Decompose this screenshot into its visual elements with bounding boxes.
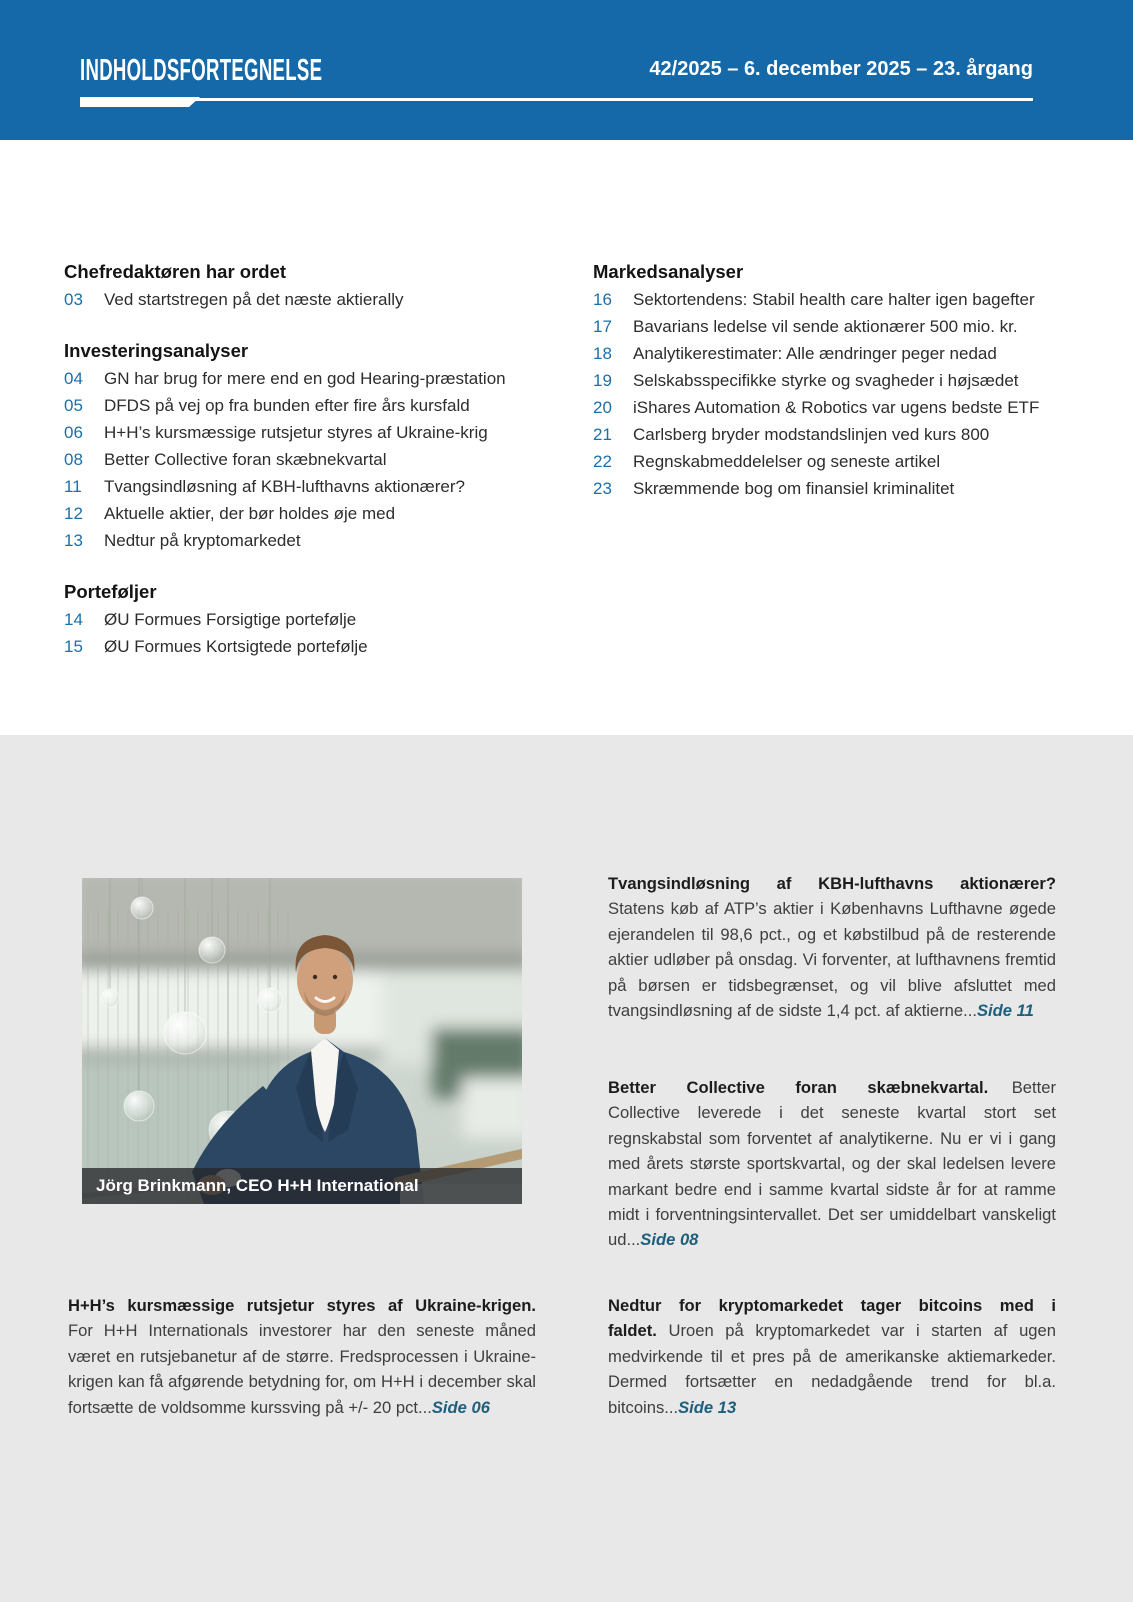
teaser-better-collective [608, 1075, 1056, 1253]
teaser-kryptomarked [608, 1293, 1056, 1420]
toc-page-number: 03 [64, 290, 83, 309]
page-link-side-11[interactable]: Side 11 [976, 1001, 1034, 1021]
toc-entry[interactable] [593, 421, 1061, 448]
header-rule [80, 98, 1033, 101]
toc-entry-label: H+H’s kursmæssige rutsjetur styres af Ukraine-krig [104, 423, 488, 442]
toc-section-title: Chefredaktøren har ordet [64, 261, 287, 282]
page-link-side-08[interactable]: Side 08 [640, 1230, 699, 1250]
teaser-body: For H+H Internationals investorer har den seneste måned været en rutsjebanetur af de større. Fredsprocessen i Ukraine-krigen kan få afgørende betydning for, om H+H i december skal fortsætte de voldsomme kurssving på +/- 20 pct... [68, 1321, 536, 1417]
toc-entry-label: Nedtur på kryptomarkedet [104, 531, 301, 550]
page-link-side-06[interactable]: Side 06 [431, 1397, 490, 1417]
toc-page-number: 22 [593, 452, 612, 471]
toc-page-number: 16 [593, 290, 612, 309]
photo-illustration [82, 878, 522, 1204]
toc-entry[interactable] [64, 633, 542, 660]
toc-section-title: Investeringsanalyser [64, 340, 249, 361]
photo-caption: Jörg Brinkmann, CEO H+H International [82, 1168, 522, 1204]
toc-section-markedsanalyser [593, 258, 1061, 502]
toc-column-left [64, 258, 542, 684]
toc-section-chefredaktoren [64, 258, 542, 313]
toc-column-right [593, 258, 1061, 526]
toc-entry-label: Skræmmende bog om finansiel kriminalitet [633, 479, 955, 498]
teaser-h-plus-h [68, 1293, 536, 1420]
teaser-body: Uroen på kryptomarkedet var i starten af ugen medvirkende til et pres på de amerikanske aktiemarkeder. Dermed fortsætter en nedadgående trend for bl.a. bitcoins... [608, 1321, 1056, 1417]
toc-entry[interactable] [593, 475, 1061, 502]
toc-page-number: 12 [64, 504, 83, 523]
toc-entry[interactable] [64, 606, 542, 633]
toc-entry[interactable] [593, 394, 1061, 421]
toc-entry-label: Carlsberg bryder modstandslinjen ved kurs 800 [633, 425, 990, 444]
toc-page-number: 11 [64, 477, 82, 496]
toc-page-number: 14 [64, 610, 83, 629]
feature-photo [82, 878, 522, 1204]
toc-entry-label: Regnskabmeddelelser og seneste artikel [633, 452, 941, 471]
toc-page-number: 21 [593, 425, 612, 444]
teaser-body: Better Collective leverede i det seneste kvartal stort set regnskabstal som forventet af analytikerne. Nu er vi i gang med årets største sportskvartal, og der skal ledelsen levere markant bedre end i samme kvartal sidste år for at ramme midt i forventningsintervallet. Det ser umiddelbart vanskeligt ud... [608, 1078, 1056, 1250]
toc-page-number: 13 [64, 531, 83, 550]
toc-entry-label: Sektortendens: Stabil health care halter igen bagefter [633, 290, 1035, 309]
toc-entry-label: ØU Formues Kortsigtede portefølje [104, 637, 368, 656]
teaser-lead: Tvangsindløsning af KBH-lufthavns aktionærer? [608, 874, 1056, 893]
toc-entry-label: Aktuelle aktier, der bør holdes øje med [104, 504, 396, 523]
toc-page-number: 23 [593, 479, 612, 498]
toc-page-number: 18 [593, 344, 612, 363]
toc-entry[interactable] [64, 500, 542, 527]
teaser-body: Statens køb af ATP’s aktier i Københavns Lufthavne øgede ejerandelen til 98,6 pct., og et købstilbud på de resterende aktier udløber på onsdag. Vi forventer, at lufthavnens fremtid på børsen er tidsbegrænset, og vil blive afsluttet med tvangsindløsning af de sidste 1,4 pct. af aktierne... [608, 899, 1056, 1021]
teaser-lead: Better Collective foran skæbnekvartal. [608, 1078, 989, 1097]
toc-entry[interactable] [593, 448, 1061, 475]
toc-page-number: 05 [64, 396, 83, 415]
toc-entry[interactable] [593, 286, 1061, 313]
toc-entry-label: DFDS på vej op fra bunden efter fire års kursfald [104, 396, 470, 415]
toc-entry[interactable] [593, 313, 1061, 340]
toc-section-title: Porteføljer [64, 581, 157, 602]
toc-section-portefoljer [64, 578, 542, 660]
toc-entry[interactable] [64, 446, 542, 473]
page-title: INDHOLDSFORTEGNELSE [80, 52, 323, 87]
toc-section-title: Markedsanalyser [593, 261, 744, 282]
toc-entry[interactable] [64, 473, 542, 500]
toc-entry-label: Analytikerestimater: Alle ændringer peger nedad [633, 344, 997, 363]
header-bar [0, 0, 1133, 140]
toc-entry[interactable] [593, 340, 1061, 367]
toc-page-number: 20 [593, 398, 612, 417]
teaser-kbh-lufthavn [608, 871, 1056, 1023]
toc-entry[interactable] [64, 286, 542, 313]
toc-entry-label: Better Collective foran skæbnekvartal [104, 450, 387, 469]
toc-page-number: 06 [64, 423, 83, 442]
teaser-lead: H+H’s kursmæssige rutsjetur styres af Ukraine-krigen. [68, 1296, 536, 1315]
toc-page-number: 17 [593, 317, 612, 336]
toc-page-number: 15 [64, 637, 83, 656]
issue-info: 42/2025 – 6. december 2025 – 23. årgang [649, 58, 1033, 80]
toc-entry[interactable] [593, 367, 1061, 394]
toc-page-number: 08 [64, 450, 83, 469]
toc-entry[interactable] [64, 419, 542, 446]
toc-entry-label: Bavarians ledelse vil sende aktionærer 500 mio. kr. [633, 317, 1018, 336]
teaser-lead: Nedtur for kryptomarkedet tager bitcoins med i faldet. [608, 1296, 1056, 1341]
toc-entry-label: Selskabsspecifikke styrke og svagheder i højsædet [633, 371, 1019, 390]
toc-entry[interactable] [64, 365, 542, 392]
toc-entry-label: ØU Formues Forsigtige portefølje [104, 610, 357, 629]
toc-entry[interactable] [64, 527, 542, 554]
toc-entry-label: GN har brug for mere end en god Hearing-præstation [104, 369, 506, 388]
header-rule-accent [80, 97, 200, 107]
toc-section-investeringsanalyser [64, 337, 542, 554]
toc-entry[interactable] [64, 392, 542, 419]
page-link-side-13[interactable]: Side 13 [678, 1397, 737, 1417]
toc-entry-label: Ved startstregen på det næste aktierally [104, 290, 404, 309]
toc-page-number: 19 [593, 371, 612, 390]
toc-page-number: 04 [64, 369, 83, 388]
toc-entry-label: Tvangsindløsning af KBH-lufthavns aktionærer? [104, 477, 465, 496]
toc-entry-label: iShares Automation & Robotics var ugens bedste ETF [633, 398, 1040, 417]
